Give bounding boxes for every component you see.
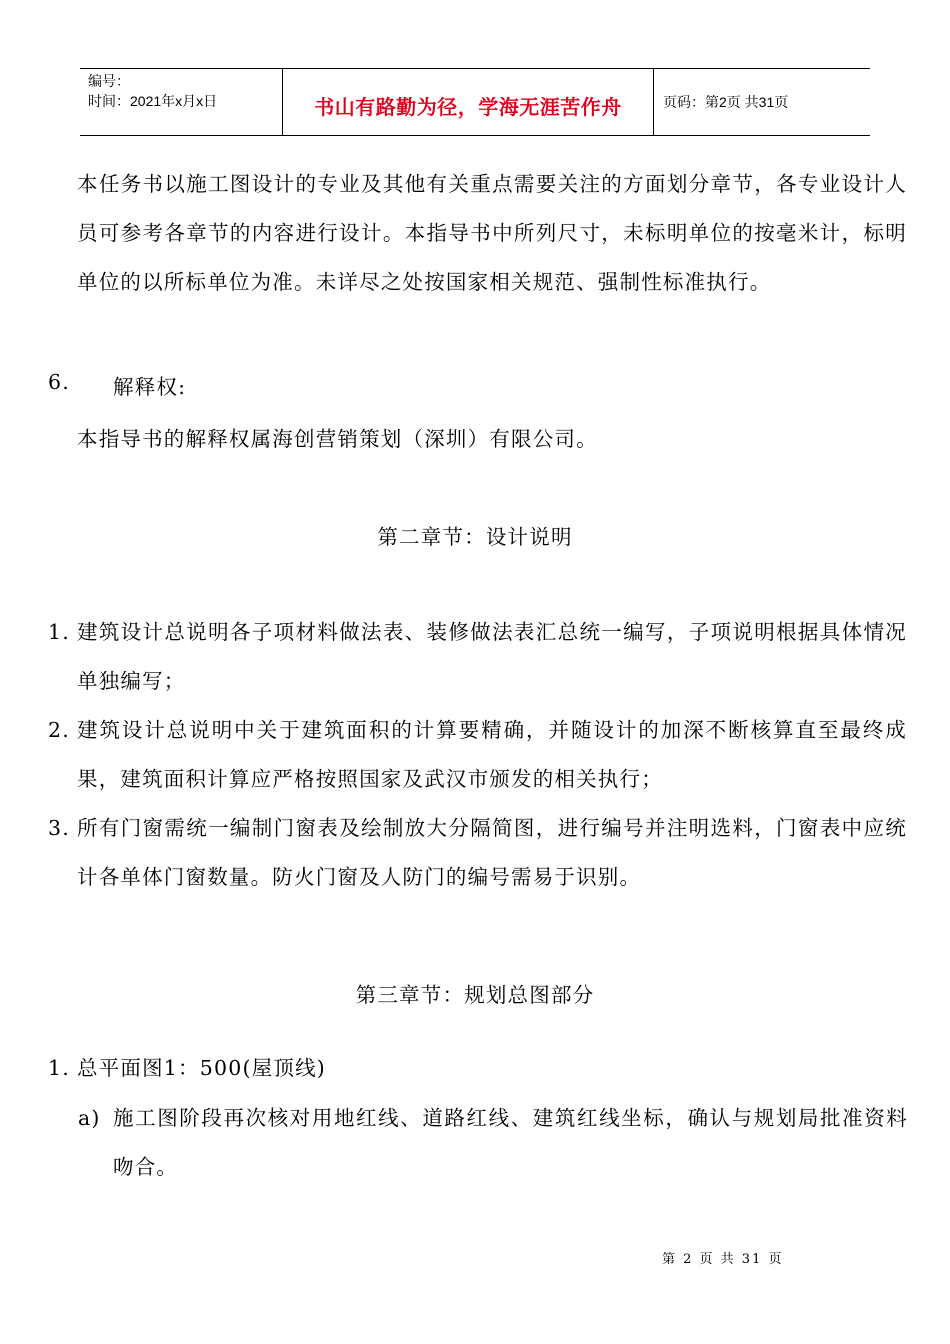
chapter-3-subitem-a bbox=[78, 1094, 908, 1192]
document-date: 时间：2021年x月x日 bbox=[88, 93, 218, 109]
section-6-text: 本指导书的解释权属海创营销策划（深圳）有限公司。 bbox=[77, 427, 598, 451]
list-item-number: 1. bbox=[48, 1056, 70, 1080]
document-number-label: 编号： bbox=[88, 73, 130, 89]
chapter-2-title: 第二章节：设计说明 bbox=[377, 525, 573, 549]
sub-item-text: 施工图阶段再次核对用地红线、道路红线、建筑红线坐标，确认与规划局批准资料吻合。 bbox=[113, 1106, 908, 1179]
chapter-2-item-2 bbox=[48, 706, 907, 804]
list-item-number: 1. bbox=[48, 620, 70, 644]
page-footer: 第 2 页 共 31 页 bbox=[662, 1252, 784, 1267]
list-item-text: 所有门窗需统一编制门窗表及绘制放大分隔简图，进行编号并注明选料，门窗表中应统计各单体门窗数量。防火门窗及人防门的编号需易于识别。 bbox=[77, 816, 907, 889]
intro-paragraph: 本任务书以施工图设计的专业及其他有关重点需要关注的方面划分章节，各专业设计人员可参考各章节的内容进行设计。本指导书中所列尺寸，未标明单位的按毫米计，标明单位的以所标单位为准。未详尽之处按国家相关规范、强制性标准执行。 bbox=[77, 172, 907, 294]
list-item-text: 建筑设计总说明各子项材料做法表、装修做法表汇总统一编写，子项说明根据具体情况单独编写； bbox=[77, 620, 907, 693]
list-item-text: 总平面图1：500(屋顶线) bbox=[77, 1056, 326, 1080]
header-page-info: 页码：第2页 共31页 bbox=[663, 94, 789, 110]
header-motto-cell bbox=[282, 69, 654, 135]
header-page-cell bbox=[654, 69, 870, 135]
list-item-text: 建筑设计总说明中关于建筑面积的计算要精确，并随设计的加深不断核算直至最终成果，建筑面积计算应严格按照国家及武汉市颁发的相关执行； bbox=[77, 718, 907, 791]
section-6-number: 6. bbox=[48, 370, 70, 394]
page-header bbox=[80, 68, 870, 136]
chapter-2-item-1 bbox=[48, 608, 907, 706]
chapter-2-item-3 bbox=[48, 804, 907, 902]
sub-item-label: a) bbox=[78, 1106, 101, 1130]
list-item-number: 3. bbox=[48, 816, 70, 840]
chapter-3-title: 第三章节：规划总图部分 bbox=[355, 983, 595, 1007]
section-6-title: 解释权: bbox=[113, 375, 187, 399]
chapter-3-item-1 bbox=[48, 1044, 907, 1093]
header-motto: 书山有路勤为径，学海无涯苦作舟 bbox=[314, 94, 622, 119]
list-item-number: 2. bbox=[48, 718, 70, 742]
header-meta-cell bbox=[80, 69, 282, 135]
